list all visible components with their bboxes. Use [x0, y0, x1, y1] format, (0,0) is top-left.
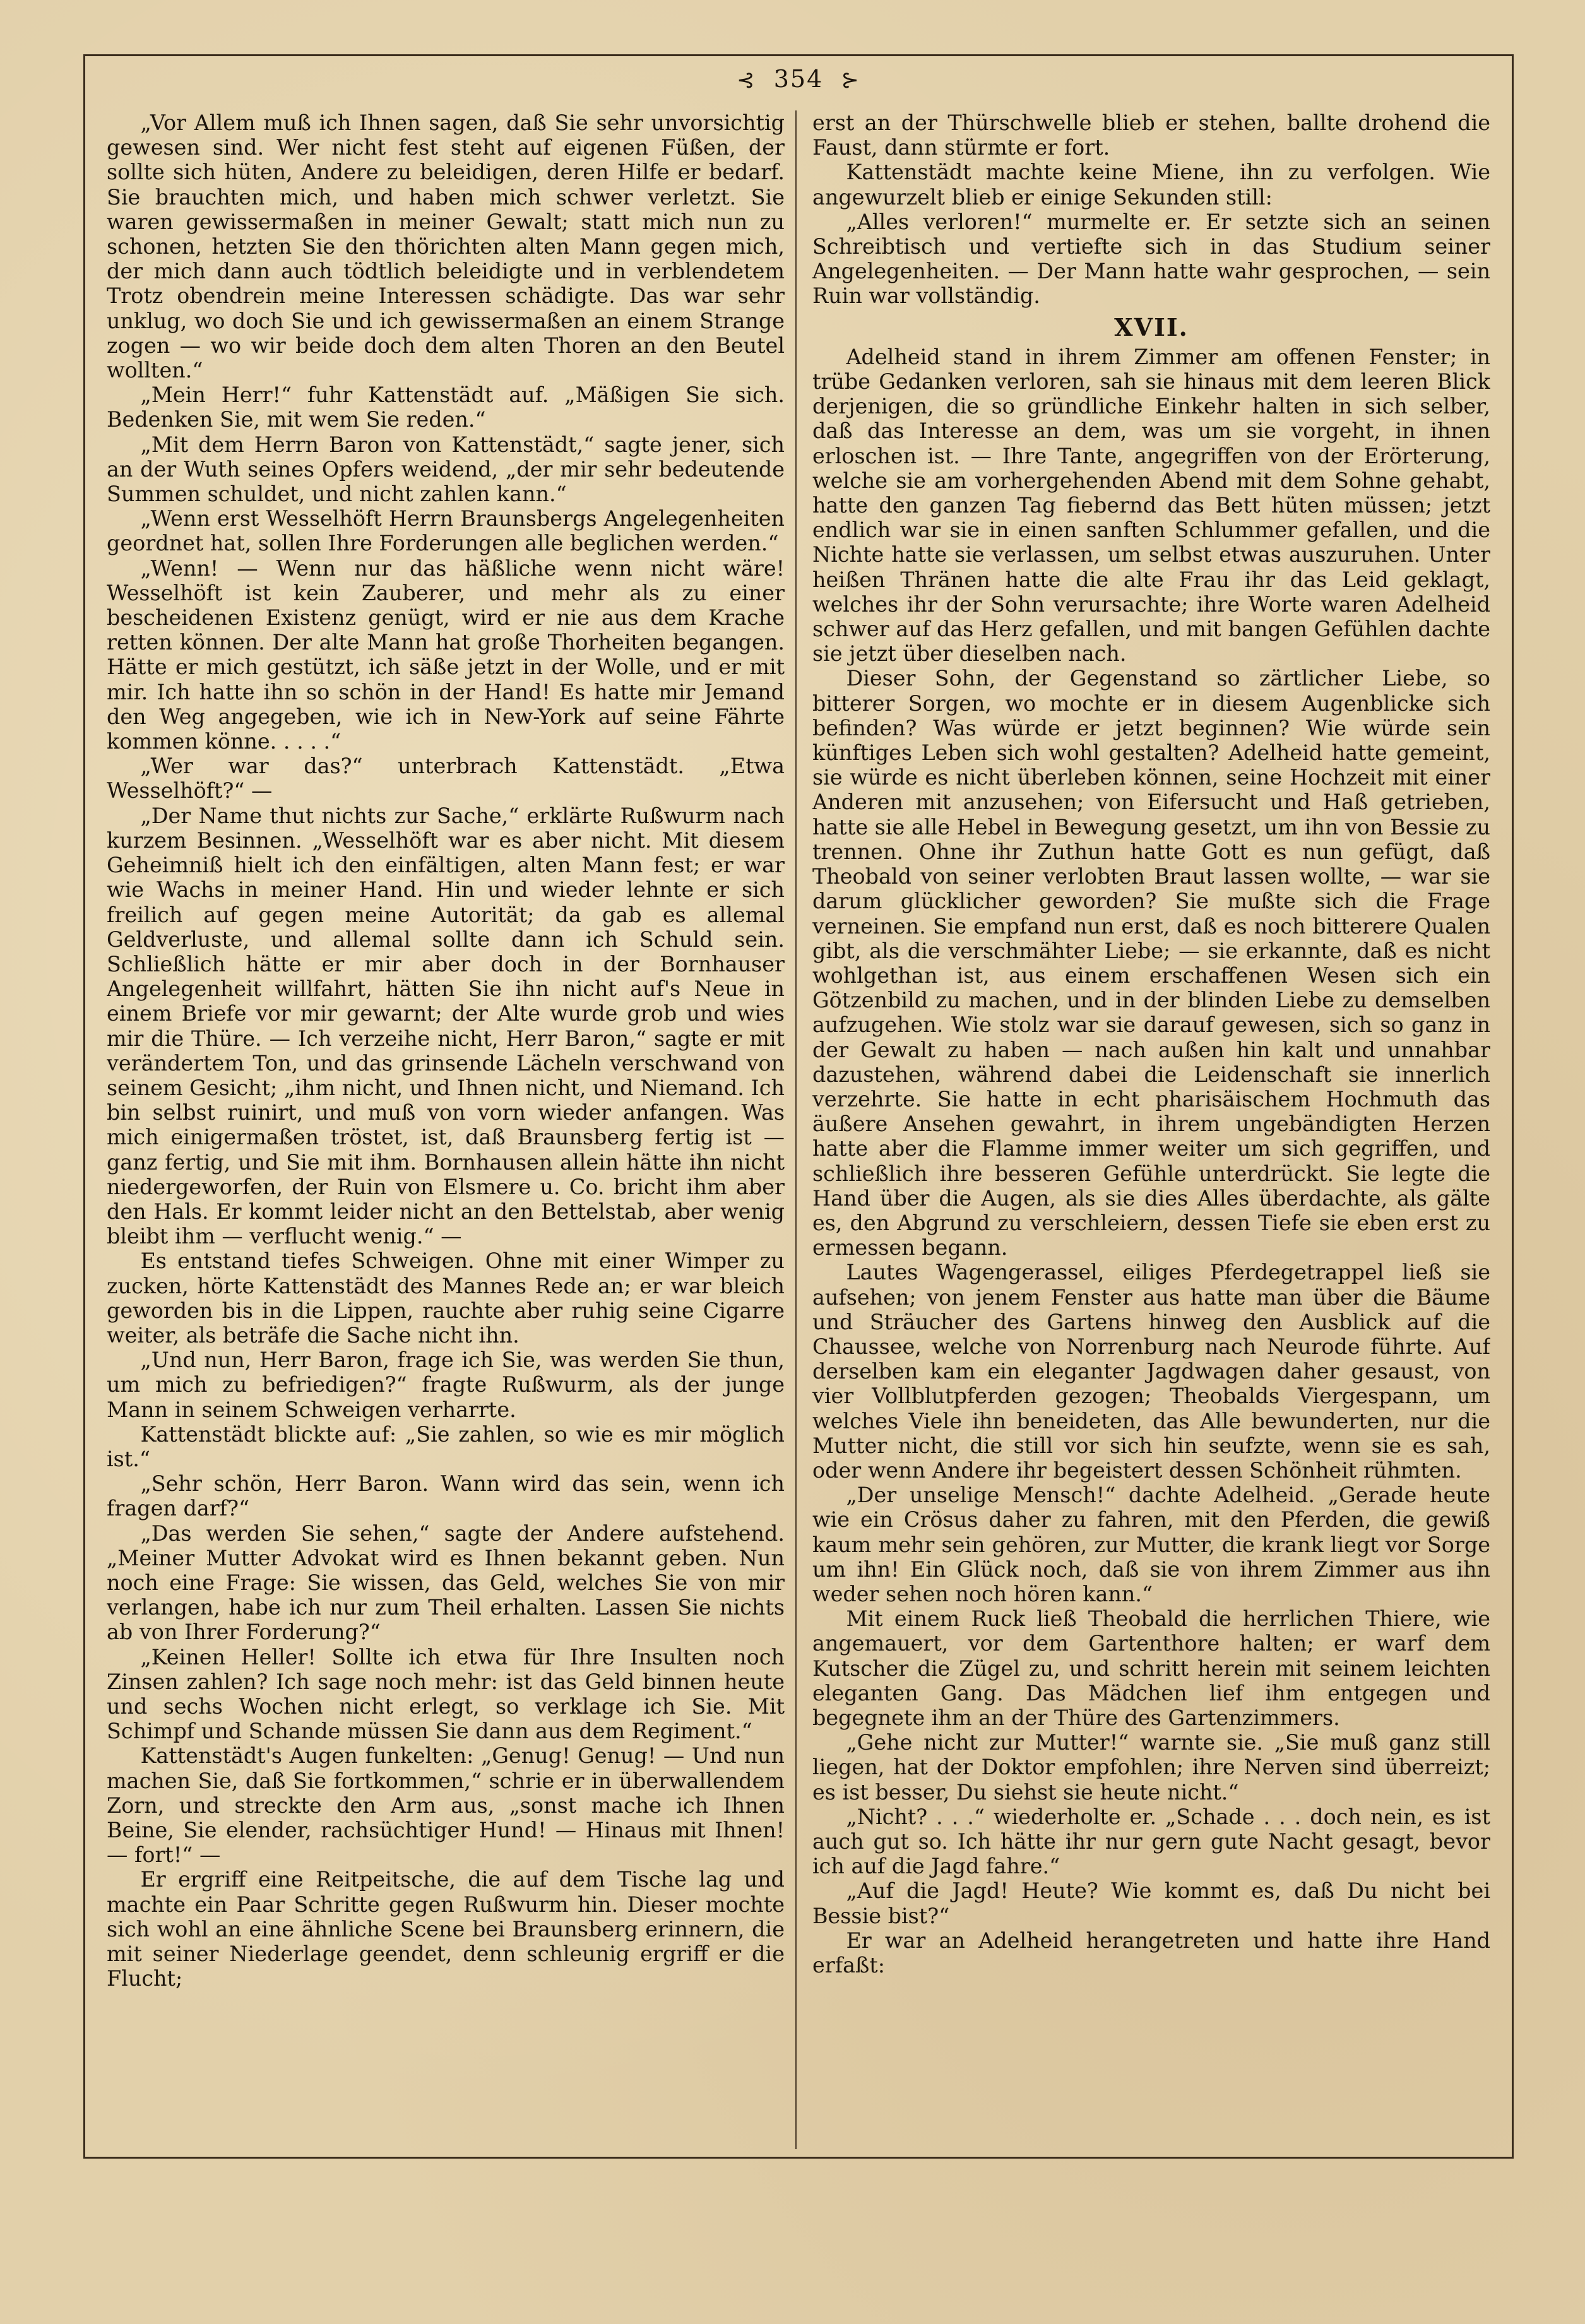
paragraph: „Und nun, Herr Baron, frage ich Sie, was werden Sie thun, um mich zu befriedigen?“ fragte Rußwurm, als der junge Mann in seinem Schweigen verharrte.: [107, 1348, 785, 1422]
paragraph: „Mit dem Herrn Baron von Kattenstädt,“ sagte jener, sich an der Wuth seines Opfers weidend, „der mir sehr bedeutende Summen schuldet, und nicht zahlen kann.“: [107, 432, 785, 507]
page-number: [85, 65, 1512, 93]
paragraph: Es entstand tiefes Schweigen. Ohne mit einer Wimper zu zucken, hörte Kattenstädt des Mannes Rede an; er war bleich geworden bis in die Lippen, rauchte aber ruhig seine Cigarre weiter, als beträfe die Sache nicht ihn.: [107, 1248, 785, 1348]
paragraph: „Der Name thut nichts zur Sache,“ erklärte Rußwurm nach kurzem Besinnen. „Wesselhöft war es aber nicht. Mit diesem Geheimniß hielt ich den einfältigen, alten Mann fest; er war wie Wachs in meiner Hand. Hin und wieder lehnte er sich freilich auf gegen meine Autorität; da gab es allemal Geldverluste, und allemal sollte dann ich Schuld sein. Schließlich hätte er mir aber doch in der Bornhauser Angelegenheit willfahrt, hätten Sie ihn nicht auf's Neue in einem Briefe vor mir gewarnt; der Alte wurde grob und wies mir die Thüre. — Ich verzeihe nicht, Herr Baron,“ sagte er mit verändertem Ton, und das grinsende Lächeln verschwand von seinem Gesicht; „ihm nicht, und Ihnen nicht, und Niemand. Ich bin selbst ruinirt, und muß von vorn wieder anfangen. Was mich einigermaßen tröstet, ist, daß Braunsberg fertig ist — ganz fertig, und Sie mit ihm. Bornhausen allein hätte ihn nicht niedergeworfen, der Ruin von Elsmere u. Co. bricht ihm aber den Hals. Er kommt leider nicht an den Bettelstab, aber wenig bleibt ihm — verflucht wenig.“ —: [107, 803, 785, 1249]
paragraph: „Wer war das?“ unterbrach Kattenstädt. „Etwa Wesselhöft?“ —: [107, 754, 785, 803]
paragraph: Er ergriff eine Reitpeitsche, die auf dem Tische lag und machte ein Paar Schritte gegen Rußwurm hin. Dieser mochte sich wohl an eine ähnliche Scene bei Braunsberg erinnern, die mit seiner Niederlage geendet, denn schleunig ergriff er die Flucht;: [107, 1867, 785, 1991]
paragraph: „Wenn! — Wenn nur das häßliche wenn nicht wäre! Wesselhöft ist kein Zauberer, und mehr als zu einer bescheidenen Existenz genügt, wird er nie aus dem Krache retten können. Der alte Mann hat große Thorheiten begangen. Hätte er mich gestützt, ich säße jetzt in der Wolle, und er mit mir. Ich hatte ihn so schön in der Hand! Es hatte mir Jemand den Weg angegeben, wie ich in New-York auf seine Fährte kommen könne. . . . .“: [107, 555, 785, 754]
paragraph: „Mein Herr!“ fuhr Kattenstädt auf. „Mäßigen Sie sich. Bedenken Sie, mit wem Sie reden.“: [107, 382, 785, 432]
paragraph: „Sehr schön, Herr Baron. Wann wird das sein, wenn ich fragen darf?“: [107, 1471, 785, 1521]
paragraph: „Keinen Heller! Sollte ich etwa für Ihre Insulten noch Zinsen zahlen? Ich sage noch mehr: ist das Geld binnen heute und sechs Wochen nicht erlegt, so verklage ich Sie. Mit Schimpf und Schande müssen Sie dann aus dem Regiment.“: [107, 1644, 785, 1744]
paragraph: „Auf die Jagd! Heute? Wie kommt es, daß Du nicht bei Bessie bist?“: [812, 1878, 1490, 1928]
paragraph: Adelheid stand in ihrem Zimmer am offenen Fenster; in trübe Gedanken verloren, sah sie hinaus mit dem leeren Blick derjenigen, die so gründliche Einkehr halten in sich selber, daß das Interesse an dem, was um sie vorgeht, in ihnen erloschen ist. — Ihre Tante, angegriffen von der Erörterung, welche sie am vorhergehenden Abend mit dem Sohne gehabt, hatte den ganzen Tag fiebernd das Bett hüten müssen; jetzt endlich war sie in einen sanften Schlummer gefallen, und die Nichte hatte sie verlassen, um selbst etwas auszuruhen. Unter heißen Thränen hatte die alte Frau ihr das Leid geklagt, welches ihr der Sohn verursachte; ihre Worte waren Adelheid schwer auf das Herz gefallen, und mit bangen Gefühlen dachte sie jetzt über dieselben nach.: [812, 344, 1490, 667]
paragraph: Lautes Wagengerassel, eiliges Pferdegetrappel ließ sie aufsehen; von jenem Fenster aus hatte man über die Bäume und Sträucher des Gartens hinweg den Ausblick auf die Chaussee, welche von Norrenburg nach Neurode führte. Auf derselben kam ein eleganter Jagdwagen daher gesaust, von vier Vollblutpferden gezogen; Theobalds Viergespann, um welches Viele ihn beneideten, das Alle bewunderten, nur die Mutter nicht, die still vor sich hin seufzte, wenn sie es sah, oder wenn Andere ihr begeistert dessen Schönheit rühmten.: [812, 1260, 1490, 1483]
ornament-right-icon: ⊱: [841, 68, 860, 93]
column-divider: [795, 110, 797, 2149]
paragraph: Kattenstädt blickte auf: „Sie zahlen, so wie es mir möglich ist.“: [107, 1421, 785, 1471]
paragraph: Dieser Sohn, der Gegenstand so zärtlicher Liebe, so bitterer Sorgen, wo mochte er in diesem Augenblicke sich befinden? Was würde er jetzt beginnen? Wie würde sein künftiges Leben sich wohl gestalten? Adelheid hatte gemeint, sie würde es nicht überleben können, seine Hochzeit mit einer Anderen mit anzusehen; von Eifersucht und Haß getrieben, hatte sie alle Hebel in Bewegung gesetzt, um ihn von Bessie zu trennen. Ohne ihr Zuthun hatte Gott es nun gefügt, daß Theobald von seiner verlobten Braut lassen wollte, — war sie darum glücklicher geworden? Sie mußte sich die Frage verneinen. Sie empfand nun erst, daß es noch bitterere Qualen gibt, als die verschmähter Liebe; — sie erkannte, daß es nicht wohlgethan ist, aus einem erschaffenen Wesen sich ein Götzenbild zu machen, und in der blinden Liebe zu demselben aufzugehen. Wie stolz war sie darauf gewesen, sich so ganz in der Gewalt zu haben — nach außen hin kalt und unnahbar dazustehen, während dabei die Leidenschaft sie innerlich verzehrte. Sie hatte in echt pharisäischem Hochmuth das äußere Ansehen gewahrt, in ihrem ungebändigten Herzen hatte aber die Flamme immer weiter um sich gegriffen, und schließlich ihre besseren Gefühle unterdrückt. Sie legte die Hand über die Augen, als sie dies Alles überdachte, als gälte es, den Abgrund zu verschleiern, dessen Tiefe sie eben erst zu ermessen begann.: [812, 666, 1490, 1260]
page-number-label: 354: [773, 65, 824, 93]
page-frame: [83, 54, 1514, 2159]
right-column: [812, 110, 1490, 2148]
paragraph: „Das werden Sie sehen,“ sagte der Andere aufstehend. „Meiner Mutter Advokat wird es Ihnen bekannt geben. Nun noch eine Frage: Sie wissen, das Geld, welches Sie von mir verlangen, habe ich nur zum Theil erhalten. Lassen Sie nichts ab von Ihrer Forderung?“: [107, 1521, 785, 1645]
paragraph: „Vor Allem muß ich Ihnen sagen, daß Sie sehr unvorsichtig gewesen sind. Wer nicht fest steht auf eigenen Füßen, der sollte sich hüten, Andere zu beleidigen, deren Hilfe er bedarf. Sie brauchten mich, und haben mich schwer verletzt. Sie waren gewissermaßen in meiner Gewalt; statt mich nun zu schonen, hetzten Sie den thörichten alten Mann gegen mich, der mich dann auch tödtlich beleidigte und in verblendetem Trotz obendrein meine Interessen schädigte. Das war sehr unklug, wo doch Sie und ich gewissermaßen an einem Strange zogen — wo wir beide doch dem alten Thoren an den Beutel wollten.“: [107, 110, 785, 383]
paragraph: Kattenstädt's Augen funkelten: „Genug! Genug! — Und nun machen Sie, daß Sie fortkommen,“ schrie er in überwallendem Zorn, und streckte den Arm aus, „sonst mache ich Ihnen Beine, Sie elender, rachsüchtiger Hund! — Hinaus mit Ihnen! — fort!“ —: [107, 1743, 785, 1868]
paragraph: erst an der Thürschwelle blieb er stehen, ballte drohend die Faust, dann stürmte er fort.: [812, 110, 1490, 160]
paragraph: Er war an Adelheid herangetreten und hatte ihre Hand erfaßt:: [812, 1928, 1490, 1978]
chapter-heading: XVII.: [1114, 312, 1189, 341]
paragraph: „Alles verloren!“ murmelte er. Er setzte sich an seinen Schreibtisch und vertiefte sich in das Studium seiner Angelegenheiten. — Der Mann hatte wahr gesprochen, — sein Ruin war vollständig.: [812, 209, 1490, 309]
paragraph: „Nicht? . . .“ wiederholte er. „Schade . . . doch nein, es ist auch gut so. Ich hätte ihr nur gern gute Nacht gesagt, bevor ich auf die Jagd fahre.“: [812, 1804, 1490, 1879]
paragraph: „Gehe nicht zur Mutter!“ warnte sie. „Sie muß ganz still liegen, hat der Doktor empfohlen; ihre Nerven sind überreizt; es ist besser, Du siehst sie heute nicht.“: [812, 1730, 1490, 1805]
paragraph: „Wenn erst Wesselhöft Herrn Braunsbergs Angelegenheiten geordnet hat, sollen Ihre Forderungen alle beglichen werden.“: [107, 506, 785, 556]
paragraph: Mit einem Ruck ließ Theobald die herrlichen Thiere, wie angemauert, vor dem Gartenthore halten; er warf dem Kutscher die Zügel zu, und schritt herein mit seinem leichten eleganten Gang. Das Mädchen lief ihm entgegen und begegnete ihm an der Thüre des Gartenzimmers.: [812, 1606, 1490, 1730]
paragraph: Kattenstädt machte keine Miene, ihn zu verfolgen. Wie angewurzelt blieb er einige Sekunden still:: [812, 160, 1490, 210]
paragraph: „Der unselige Mensch!“ dachte Adelheid. „Gerade heute wie ein Crösus daher zu fahren, mit den Pferden, die gewiß kaum mehr sein gehören, zur Mutter, die krank liegt vor Sorge um ihn! Ein Glück noch, daß sie von ihrem Zimmer aus ihn weder sehen noch hören kann.“: [812, 1483, 1490, 1606]
left-column: [107, 110, 785, 2148]
ornament-left-icon: ⊰: [737, 68, 756, 93]
